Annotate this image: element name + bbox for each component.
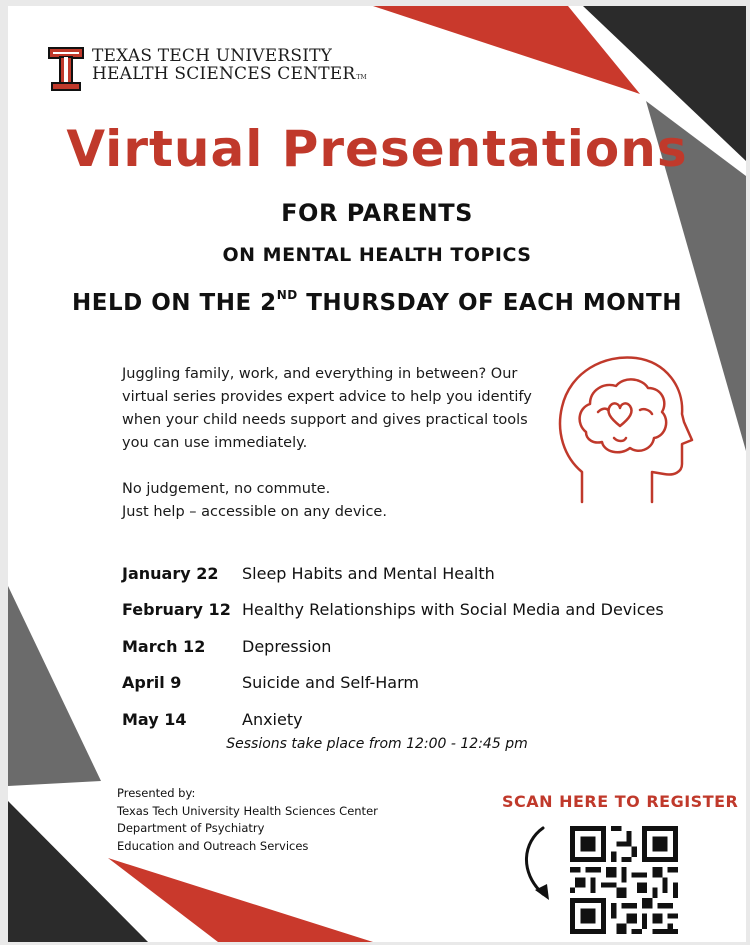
schedule-topic: Suicide and Self-Harm [242, 673, 419, 693]
curved-arrow-icon [513, 824, 563, 904]
schedule-date: May 14 [122, 709, 187, 729]
schedule-date: January 22 [122, 563, 219, 583]
presented-by-department: Department of Psychiatry [117, 821, 265, 835]
flyer-page [8, 6, 746, 942]
held-after: THURSDAY OF EACH MONTH [297, 290, 682, 316]
schedule-row [122, 628, 722, 665]
intro-text [122, 363, 542, 524]
schedule-topic: Depression [242, 636, 332, 656]
sessions-note: Sessions take place from 12:00 - 12:45 pm [226, 736, 528, 752]
intro-line-just-help: Just help – accessible on any device. [122, 504, 387, 520]
schedule-row [122, 701, 722, 738]
schedule-date: April 9 [122, 673, 182, 693]
logo-text [92, 47, 367, 87]
schedule-row [122, 592, 722, 629]
logo-line-2: HEALTH SCIENCES CENTER [92, 64, 356, 84]
logo-line-1: TEXAS TECH UNIVERSITY [92, 46, 333, 66]
scan-to-register-label: SCAN HERE TO REGISTER [502, 792, 739, 811]
schedule-row [122, 665, 722, 702]
held-before: HELD ON THE 2 [72, 290, 277, 316]
subtitle-topics: ON MENTAL HEALTH TOPICS [222, 244, 532, 266]
double-t-logo-icon [48, 47, 84, 91]
schedule-topic: Anxiety [242, 709, 303, 729]
presented-by-org: Texas Tech University Health Sciences Center [117, 803, 378, 818]
schedule-topic: Sleep Habits and Mental Health [242, 563, 495, 583]
schedule-list [122, 555, 722, 738]
intro-line-no-judgement: No judgement, no commute. [122, 481, 331, 497]
university-logo [48, 47, 367, 91]
presented-by-block [117, 785, 378, 855]
held-schedule-line [8, 290, 746, 316]
subtitle-parents: FOR PARENTS [281, 199, 473, 227]
schedule-topic: Healthy Relationships with Social Media and Devices [242, 600, 664, 620]
held-ordinal: ND [276, 288, 298, 302]
bottom-red-stripe [108, 858, 373, 942]
presented-by-label: Presented by: [117, 786, 196, 800]
schedule-row [122, 555, 722, 592]
schedule-date: February 12 [122, 600, 231, 620]
logo-trademark: TM [356, 74, 367, 81]
left-gray-triangle [8, 586, 101, 786]
page-title: Virtual Presentations [66, 120, 688, 178]
head-brain-heart-icon [554, 352, 694, 512]
intro-paragraph: Juggling family, work, and everything in between? Our virtual series provides expert advice to help you identify when your child needs support and gives practical tools you can use immediately. [122, 366, 532, 451]
presented-by-services: Education and Outreach Services [117, 838, 309, 853]
qr-code-icon[interactable] [570, 826, 678, 934]
schedule-date: March 12 [122, 636, 206, 656]
